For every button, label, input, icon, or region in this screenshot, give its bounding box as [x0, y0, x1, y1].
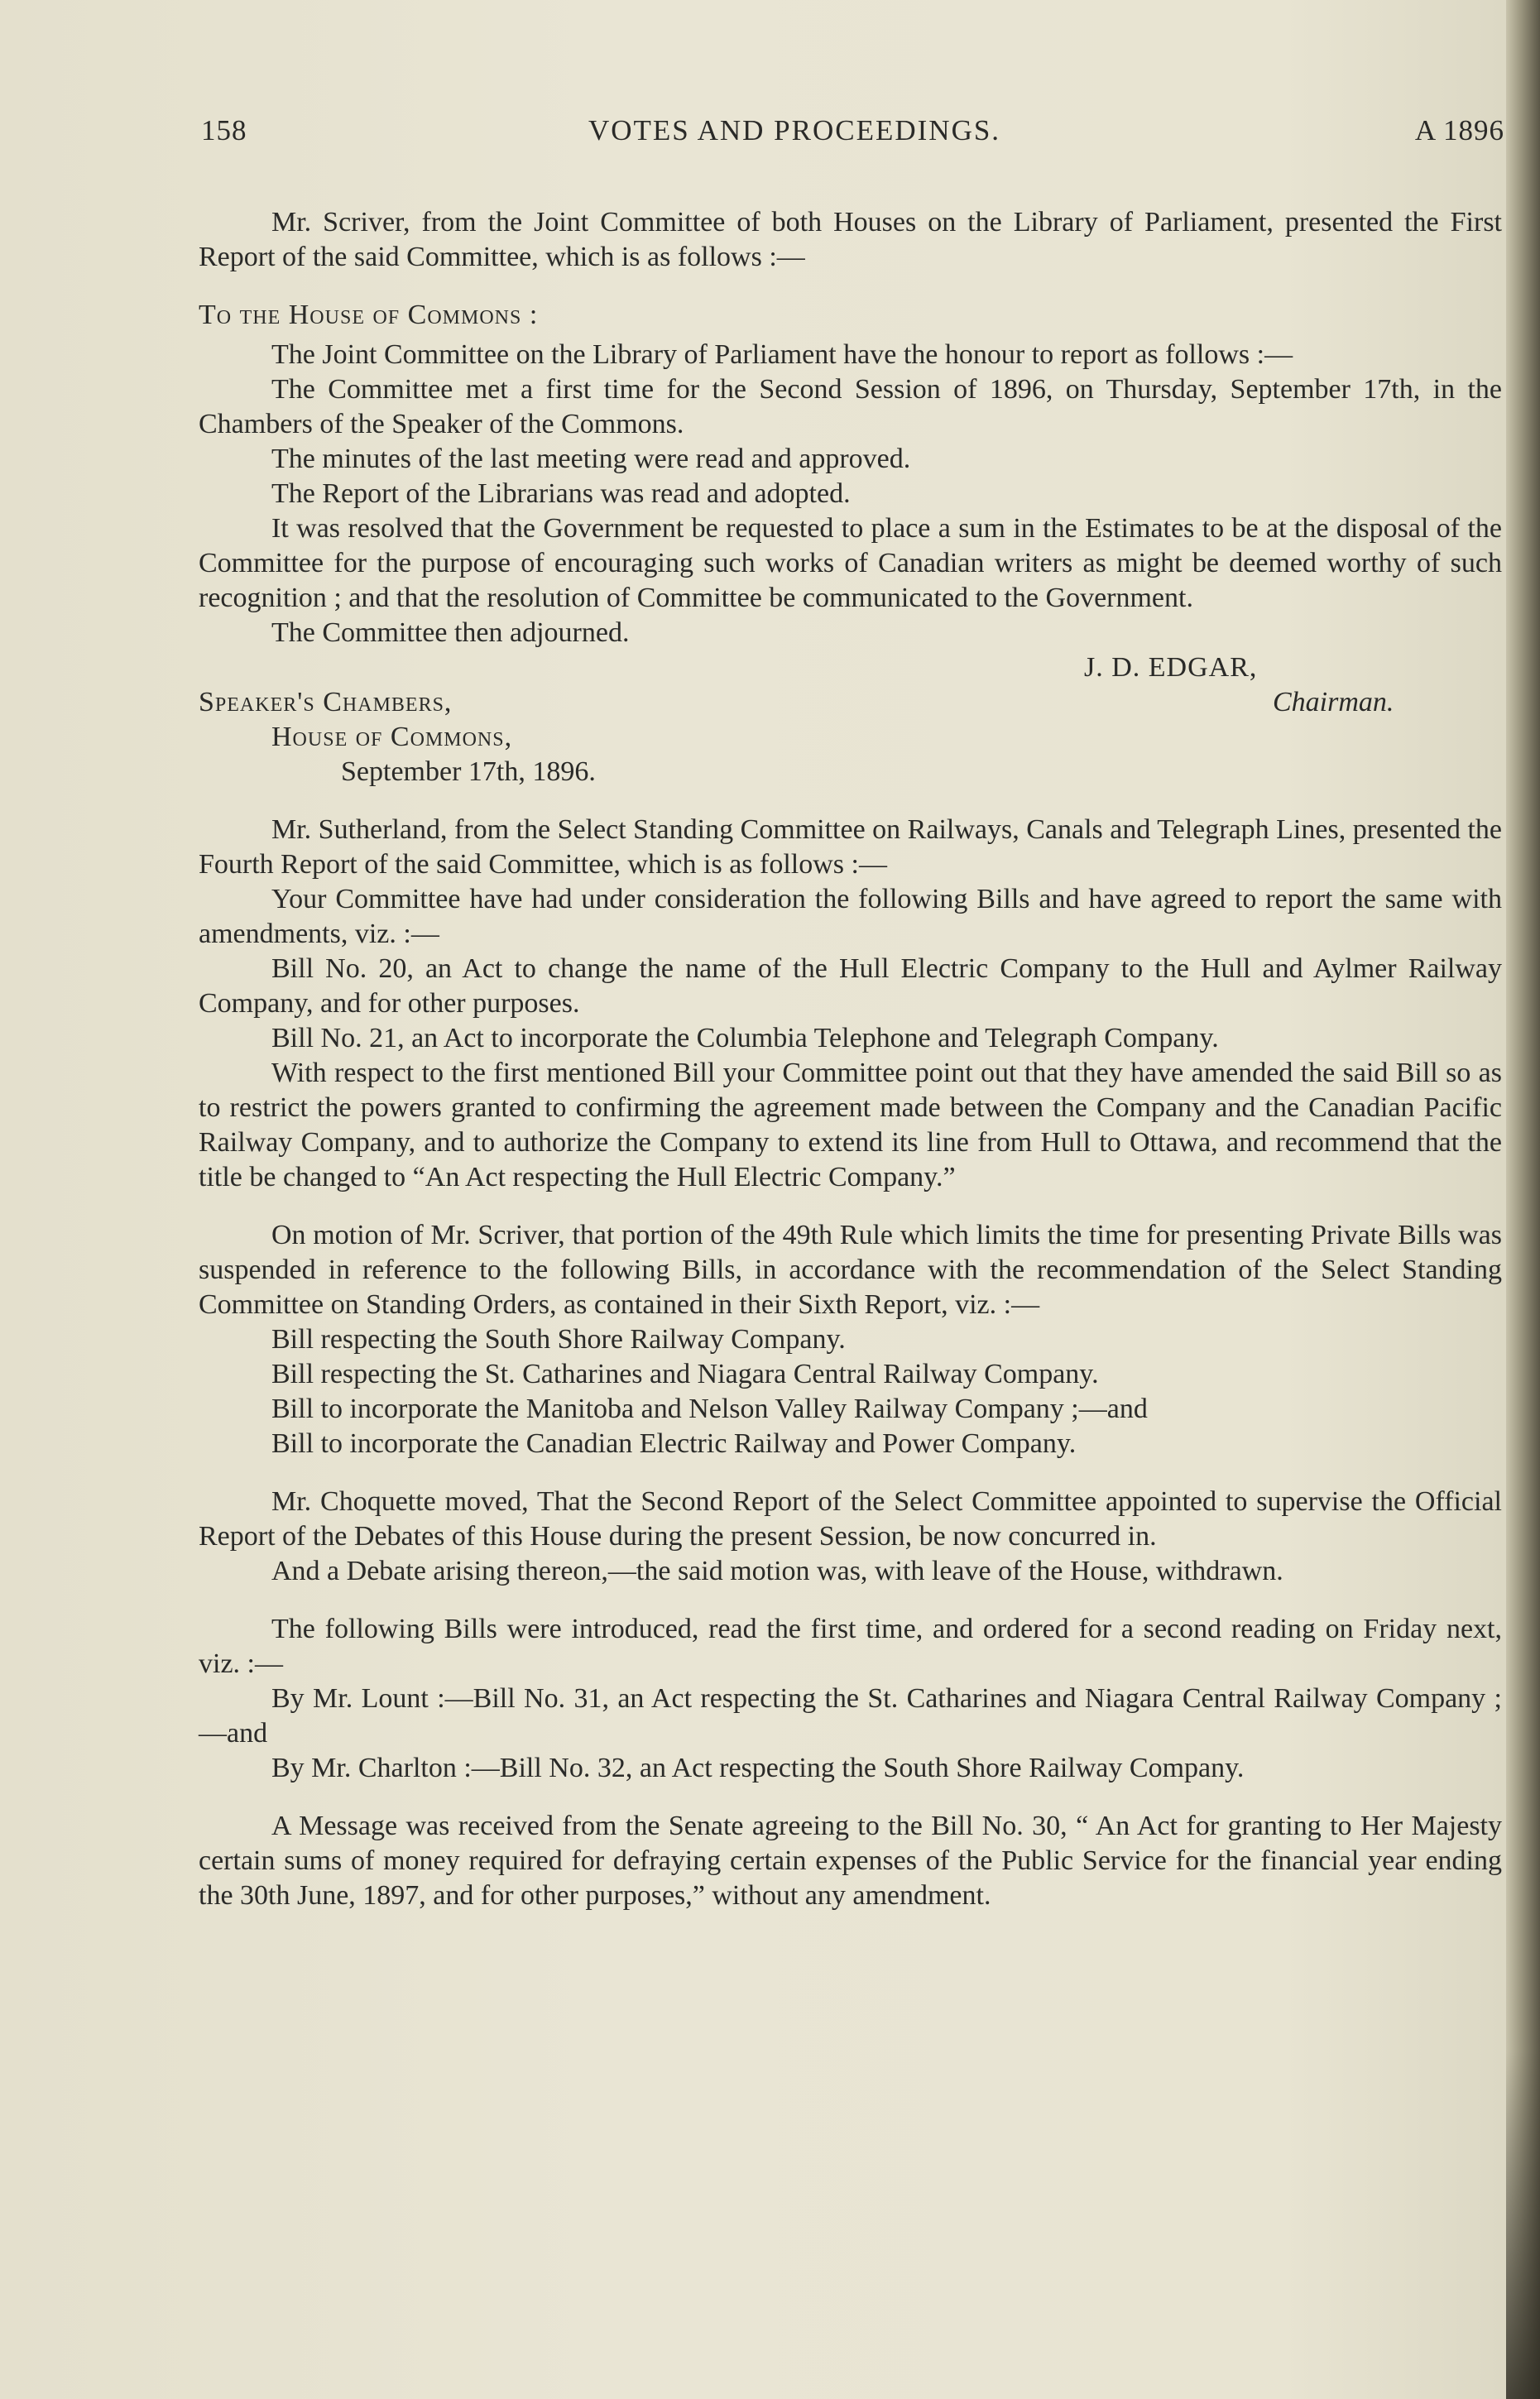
private-bill-item: Bill to incorporate the Manitoba and Nelson Valley Railway Company ;—and	[271, 1394, 1148, 1424]
library-report-para: The Committee then adjourned.	[271, 617, 630, 648]
bill-introduced-item: By Mr. Lount :—Bill No. 31, an Act respecting the St. Catharines and Niagara Central Railway Company ;—and	[199, 1683, 1502, 1749]
private-bill-item: Bill to incorporate the Canadian Electric Railway and Power Company.	[271, 1428, 1077, 1459]
session-year: A 1896	[1414, 114, 1504, 146]
signature-name: J. D. EDGAR,	[1084, 652, 1258, 683]
library-report-intro: Mr. Scriver, from the Joint Committee of both Houses on the Library of Parliament, presented the First Report of the said Committee, which is as follows :—	[199, 207, 1502, 272]
running-title: VOTES AND PROCEEDINGS.	[588, 114, 1001, 146]
senate-message: A Message was received from the Senate agreeing to the Bill No. 30, “ An Act for granting to Her Majesty certain sums of money required for defraying certain expenses of the Public Service for the financial year ending the 30th June, 1897, and for other purposes,” without any amendment.	[199, 1811, 1502, 1911]
private-bills-intro: On motion of Mr. Scriver, that portion of the 49th Rule which limits the time for presenting Private Bills was suspended in reference to the following Bills, in accordance with the recommendation of the Select Standing Committee on Standing Orders, as contained in their Sixth Report, viz. :—	[199, 1220, 1502, 1320]
page-body	[199, 205, 1502, 1913]
report-addressee: To the House of Commons :	[199, 300, 539, 330]
library-report-para: It was resolved that the Government be requested to place a sum in the Estimates to be at the disposal of the Committee for the purpose of encouraging such works of Canadian writers as might be deemed worthy of such recognition ; and that the resolution of Committee be communicated to the Government.	[199, 513, 1502, 613]
debates-motion: Mr. Choquette moved, That the Second Report of the Select Committee appointed to supervise the Official Report of the Debates of this House during the present Session, be now concurred in.	[199, 1486, 1502, 1552]
place-line-1: Speaker's Chambers,	[199, 687, 453, 717]
page-number: 158	[201, 114, 247, 146]
bill-introduced-item: By Mr. Charlton :—Bill No. 32, an Act respecting the South Shore Railway Company.	[271, 1753, 1245, 1783]
signature-place-row	[199, 685, 1502, 720]
railways-report-para: Bill No. 20, an Act to change the name of the Hull Electric Company to the Hull and Aylmer Railway Company, and for other purposes.	[199, 953, 1502, 1019]
private-bill-item: Bill respecting the St. Catharines and Niagara Central Railway Company.	[271, 1359, 1099, 1389]
signature-title: Chairman.	[1273, 687, 1394, 717]
book-spine-shadow	[1506, 0, 1540, 2399]
running-header	[201, 114, 1504, 156]
place-line-2: House of Commons,	[271, 722, 513, 752]
railways-report-intro: Mr. Sutherland, from the Select Standing Committee on Railways, Canals and Telegraph Lines, presented the Fourth Report of the said Committee, which is as follows :—	[199, 814, 1503, 880]
library-report-para: The Joint Committee on the Library of Parliament have the honour to report as follows :—	[271, 339, 1293, 370]
private-bill-item: Bill respecting the South Shore Railway Company.	[271, 1324, 846, 1355]
book-spine-dark-edge	[1506, 2051, 1540, 2399]
report-date: September 17th, 1896.	[341, 756, 596, 787]
signature-name-row	[199, 650, 1502, 685]
railways-report-para: Your Committee have had under consideration the following Bills and have agreed to report the same with amendments, viz. :—	[199, 884, 1502, 949]
bills-introduced-intro: The following Bills were introduced, read the first time, and ordered for a second reading on Friday next, viz. :—	[199, 1614, 1502, 1679]
library-report-para: The Report of the Librarians was read and adopted.	[271, 478, 851, 509]
railways-report-para: Bill No. 21, an Act to incorporate the Columbia Telephone and Telegraph Company.	[271, 1023, 1219, 1053]
debates-result: And a Debate arising thereon,—the said motion was, with leave of the House, withdrawn.	[271, 1556, 1283, 1586]
railways-report-para: With respect to the first mentioned Bill your Committee point out that they have amended the said Bill so as to restrict the powers granted to confirming the agreement made between the Company and the Canadian Pacific Railway Company, and to authorize the Company to extend its line from Hull to Ottawa, and recommend that the title be changed to “An Act respecting the Hull Electric Company.”	[199, 1058, 1502, 1192]
library-report-para: The Committee met a first time for the Second Session of 1896, on Thursday, September 17th, in the Chambers of the Speaker of the Commons.	[199, 374, 1502, 439]
library-report-para: The minutes of the last meeting were read and approved.	[271, 444, 911, 474]
